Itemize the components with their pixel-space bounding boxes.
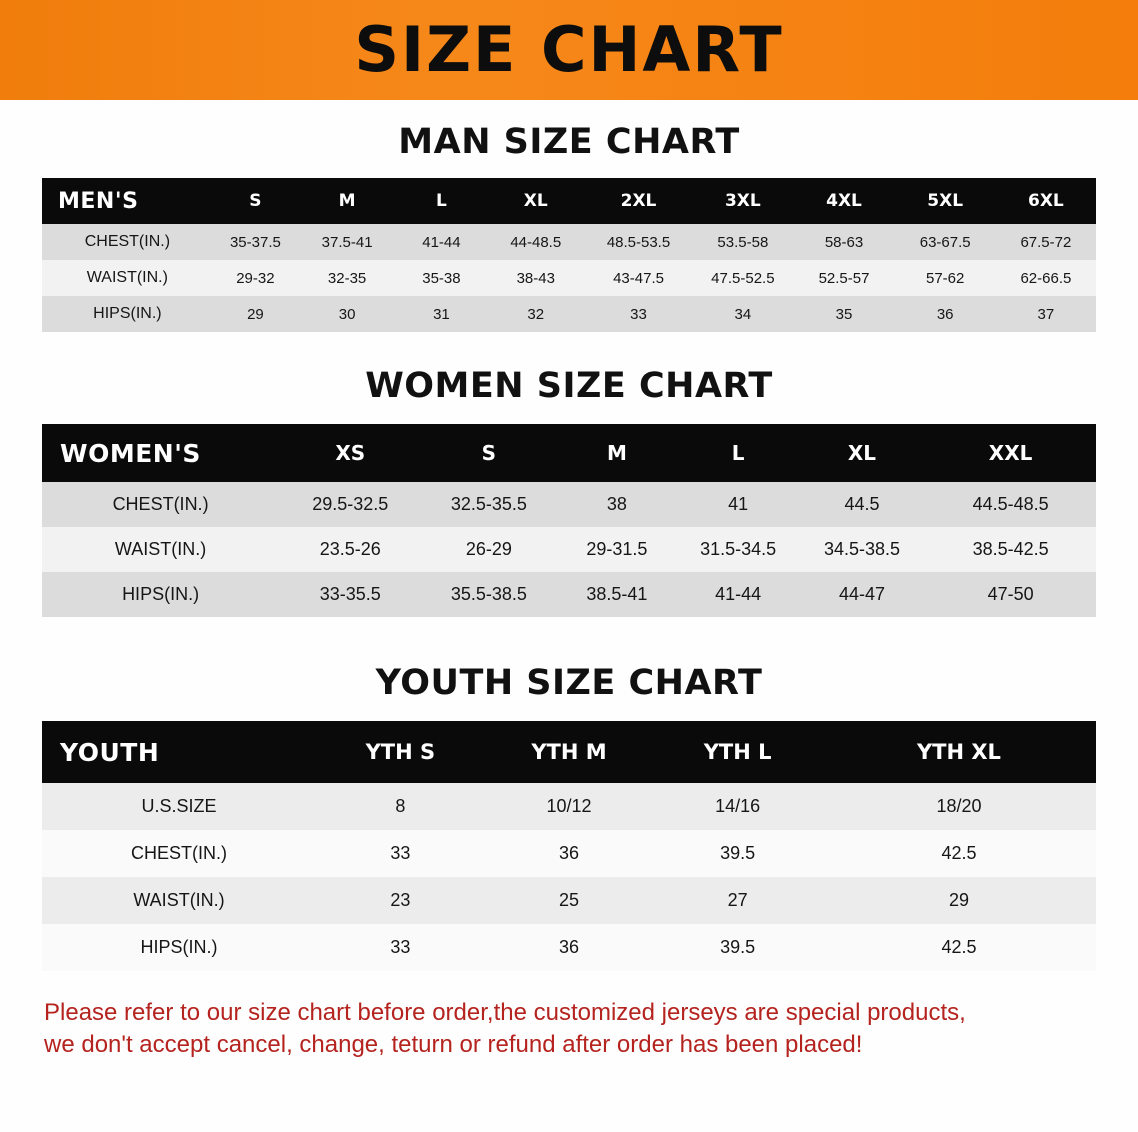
- col-header-l: L: [396, 178, 487, 224]
- cell: 48.5-53.5: [585, 224, 693, 260]
- cell: 36: [895, 296, 996, 332]
- cell: 8: [316, 783, 485, 830]
- row-label: CHEST(IN.): [42, 224, 213, 260]
- cell: 47.5-52.5: [692, 260, 793, 296]
- cell: 38.5-42.5: [925, 527, 1096, 572]
- row-label: HIPS(IN.): [42, 572, 279, 617]
- cell: 29.5-32.5: [279, 482, 421, 527]
- row-label: WAIST(IN.): [42, 260, 213, 296]
- man-table-wrapper: [0, 178, 1138, 332]
- cell: 27: [653, 877, 822, 924]
- table-row: [42, 296, 1096, 332]
- cell: 10/12: [485, 783, 654, 830]
- table-header-row: [42, 178, 1096, 224]
- col-header-5xl: 5XL: [895, 178, 996, 224]
- col-header-yth-l: YTH L: [653, 721, 822, 783]
- cell: 23.5-26: [279, 527, 421, 572]
- col-header-s: S: [421, 424, 556, 482]
- col-header-yth-xl: YTH XL: [822, 721, 1096, 783]
- cell: 35-37.5: [213, 224, 298, 260]
- youth-table-wrapper: [0, 721, 1138, 971]
- cell: 39.5: [653, 830, 822, 877]
- cell: 44-47: [799, 572, 925, 617]
- cell: 14/16: [653, 783, 822, 830]
- cell: 33: [316, 924, 485, 971]
- table-header-row: [42, 424, 1096, 482]
- cell: 35.5-38.5: [421, 572, 556, 617]
- banner: [0, 0, 1138, 100]
- cell: 32.5-35.5: [421, 482, 556, 527]
- cell: 36: [485, 924, 654, 971]
- cell: 29: [213, 296, 298, 332]
- cell: 26-29: [421, 527, 556, 572]
- col-header-l: L: [678, 424, 799, 482]
- col-header-label: WOMEN'S: [42, 424, 279, 482]
- cell: 63-67.5: [895, 224, 996, 260]
- banner-title: SIZE CHART: [354, 13, 784, 86]
- col-header-xl: XL: [487, 178, 585, 224]
- row-label: HIPS(IN.): [42, 924, 316, 971]
- cell: 31.5-34.5: [678, 527, 799, 572]
- cell: 67.5-72: [996, 224, 1096, 260]
- table-row: [42, 924, 1096, 971]
- cell: 38.5-41: [556, 572, 677, 617]
- col-header-yth-s: YTH S: [316, 721, 485, 783]
- cell: 33: [585, 296, 693, 332]
- cell: 29-32: [213, 260, 298, 296]
- cell: 36: [485, 830, 654, 877]
- col-header-label: MEN'S: [42, 178, 213, 224]
- col-header-3xl: 3XL: [692, 178, 793, 224]
- col-header-m: M: [556, 424, 677, 482]
- cell: 18/20: [822, 783, 1096, 830]
- cell: 52.5-57: [793, 260, 894, 296]
- row-label: WAIST(IN.): [42, 877, 316, 924]
- women-size-table: [42, 424, 1096, 617]
- cell: 33: [316, 830, 485, 877]
- table-row: [42, 482, 1096, 527]
- cell: 31: [396, 296, 487, 332]
- cell: 57-62: [895, 260, 996, 296]
- cell: 41-44: [678, 572, 799, 617]
- col-header-xl: XL: [799, 424, 925, 482]
- cell: 23: [316, 877, 485, 924]
- cell: 25: [485, 877, 654, 924]
- table-row: [42, 260, 1096, 296]
- row-label: CHEST(IN.): [42, 830, 316, 877]
- row-label: CHEST(IN.): [42, 482, 279, 527]
- col-header-xs: XS: [279, 424, 421, 482]
- col-header-m: M: [298, 178, 396, 224]
- cell: 39.5: [653, 924, 822, 971]
- table-row: [42, 830, 1096, 877]
- table-row: [42, 783, 1096, 830]
- cell: 34.5-38.5: [799, 527, 925, 572]
- cell: 38: [556, 482, 677, 527]
- policy-note: [0, 997, 1138, 1062]
- cell: 43-47.5: [585, 260, 693, 296]
- cell: 29-31.5: [556, 527, 677, 572]
- cell: 35-38: [396, 260, 487, 296]
- cell: 32: [487, 296, 585, 332]
- col-header-s: S: [213, 178, 298, 224]
- col-header-label: YOUTH: [42, 721, 316, 783]
- col-header-4xl: 4XL: [793, 178, 894, 224]
- cell: 53.5-58: [692, 224, 793, 260]
- cell: 34: [692, 296, 793, 332]
- table-row: [42, 527, 1096, 572]
- man-section-heading: MAN SIZE CHART: [398, 122, 740, 162]
- cell: 44.5: [799, 482, 925, 527]
- col-header-2xl: 2XL: [585, 178, 693, 224]
- table-row: [42, 572, 1096, 617]
- col-header-xxl: XXL: [925, 424, 1096, 482]
- cell: 35: [793, 296, 894, 332]
- col-header-yth-m: YTH M: [485, 721, 654, 783]
- cell: 42.5: [822, 830, 1096, 877]
- cell: 44-48.5: [487, 224, 585, 260]
- table-header-row: [42, 721, 1096, 783]
- man-size-table: [42, 178, 1096, 332]
- cell: 44.5-48.5: [925, 482, 1096, 527]
- cell: 42.5: [822, 924, 1096, 971]
- cell: 30: [298, 296, 396, 332]
- cell: 37.5-41: [298, 224, 396, 260]
- cell: 38-43: [487, 260, 585, 296]
- cell: 41: [678, 482, 799, 527]
- row-label: WAIST(IN.): [42, 527, 279, 572]
- cell: 47-50: [925, 572, 1096, 617]
- policy-note-line-2: we don't accept cancel, change, teturn or refund after order has been placed!: [44, 1031, 863, 1059]
- table-row: [42, 224, 1096, 260]
- row-label: HIPS(IN.): [42, 296, 213, 332]
- youth-size-table: [42, 721, 1096, 971]
- policy-note-line-1: Please refer to our size chart before order,the customized jerseys are special products,: [44, 999, 966, 1026]
- cell: 33-35.5: [279, 572, 421, 617]
- cell: 29: [822, 877, 1096, 924]
- women-table-wrapper: [0, 424, 1138, 617]
- cell: 37: [996, 296, 1096, 332]
- cell: 58-63: [793, 224, 894, 260]
- cell: 62-66.5: [996, 260, 1096, 296]
- cell: 32-35: [298, 260, 396, 296]
- row-label: U.S.SIZE: [42, 783, 316, 830]
- col-header-6xl: 6XL: [996, 178, 1096, 224]
- women-section-heading: WOMEN SIZE CHART: [365, 366, 773, 406]
- cell: 41-44: [396, 224, 487, 260]
- table-row: [42, 877, 1096, 924]
- youth-section-heading: YOUTH SIZE CHART: [375, 663, 763, 703]
